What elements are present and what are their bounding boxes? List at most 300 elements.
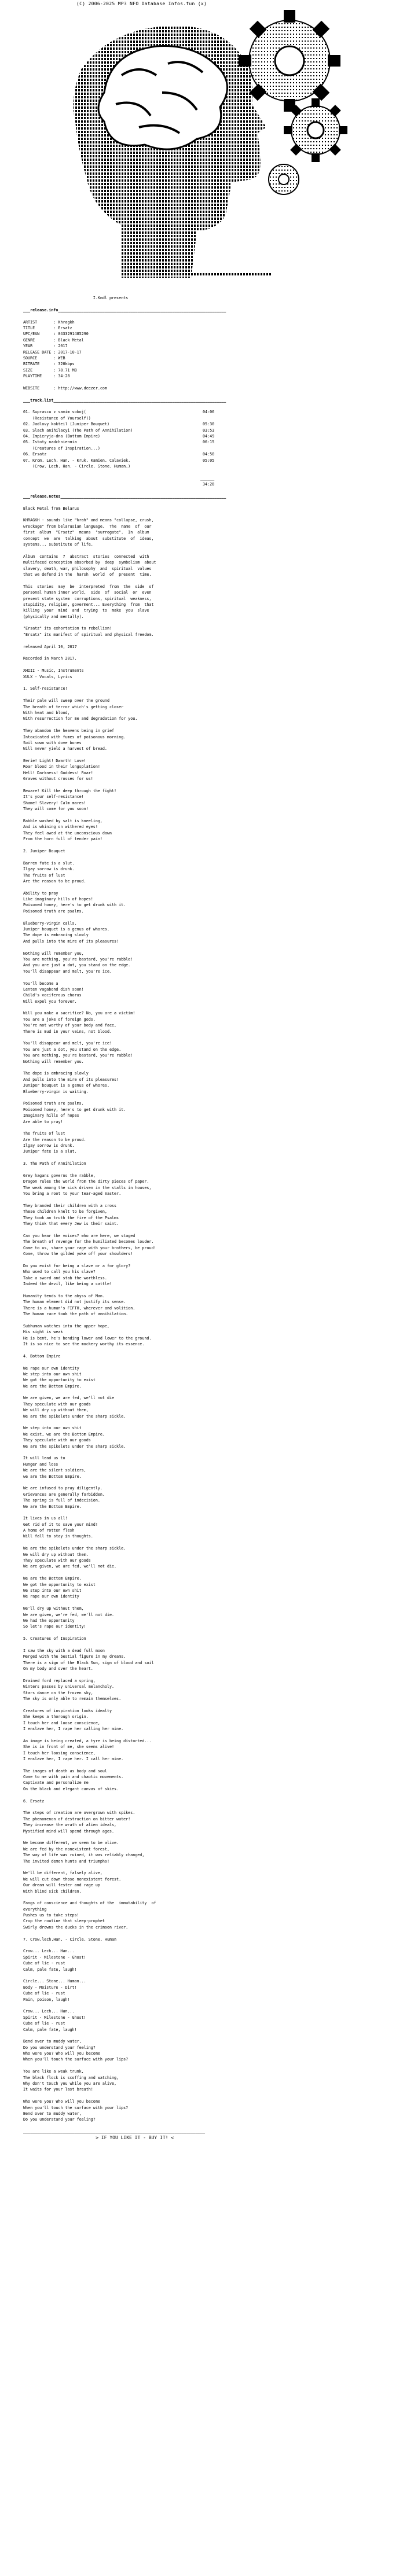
note-line: You are just a dot, you stand on the edge. [23, 1047, 122, 1052]
note-line: You are nothing, you're bastard, you're rabble! [23, 956, 133, 962]
note-line [23, 1762, 394, 1768]
track-list-block [23, 409, 394, 469]
note-line: The sky is only able to remain themselves. [23, 1697, 122, 1702]
note-line: With resurrection for me and degradation for you. [23, 716, 138, 722]
note-line [23, 577, 394, 583]
info-key: BITRATE [23, 362, 54, 367]
note-line: We are the spikelets under the sharp sickle. [23, 1546, 126, 1551]
note-line: Mystified mind will spend through ages. [23, 1828, 115, 1834]
small-gear-icon [284, 98, 347, 162]
note-line: We had the opportunity [23, 1618, 75, 1623]
release-info-row: ARTIST : Khragkh [23, 319, 75, 325]
track-time: 05:30 [203, 422, 215, 427]
track-row [23, 451, 394, 457]
track-title: (Resistance of Yourself)) [23, 415, 203, 421]
note-line [23, 1600, 394, 1606]
note-line: Crop the routine that sleep-prophet [23, 1919, 105, 1924]
track-row [23, 433, 394, 439]
track-time: 05:05 [203, 458, 215, 463]
note-line: Do you understand your feeling? [23, 2045, 96, 2050]
note-line: We are given, we are fed, we'll not die [23, 1396, 115, 1401]
info-key: ARTIST [23, 319, 54, 325]
note-line: 7. Crow.lech.Han. - Circle. Stone. Human [23, 1937, 117, 1942]
note-line: You bring a root to your tear-aged master. [23, 1191, 122, 1197]
note-line [23, 680, 394, 686]
note-line: The dope is embracing slowly [23, 1071, 89, 1076]
note-line: We are given, we're fed, we'll not die. [23, 1612, 115, 1617]
track-title: 05. Istoty nadchnieннia [23, 440, 203, 445]
note-line: Beware! Kill the deep through the fight! [23, 789, 117, 794]
note-line: We rape our own identity [23, 1366, 79, 1371]
track-time: 04:50 [203, 452, 215, 457]
note-line: We step into our own shit [23, 1426, 82, 1431]
info-key: PLAYTIME [23, 374, 54, 379]
note-line: Get rid of it to save your mind! [23, 1522, 98, 1527]
note-line: Subhuman watches into the upper hope, [23, 1323, 109, 1329]
note-line: Hell! Darkness! Goddess! Roar! [23, 770, 93, 775]
note-line: Black Metal from Belarus [23, 506, 79, 511]
note-line: They increase the wrath of alien ideals, [23, 1823, 117, 1828]
info-key: RELEASE DATE [23, 349, 54, 355]
note-line [23, 1167, 394, 1173]
note-line: They will come for you soon! [23, 807, 89, 812]
release-info-block [23, 319, 394, 380]
track-row [23, 463, 394, 469]
note-line: Nothing will remember you. [23, 1059, 84, 1064]
note-line: Swirly drowns the ducks in the crimson river. [23, 1924, 129, 1930]
total-time: 34:28 [203, 482, 215, 487]
note-line: Our dream will fester and rage up [23, 1883, 100, 1888]
note-line: Come, throw the gilded yoke off your shoulders! [23, 1252, 133, 1257]
note-line: With heat and blood, [23, 710, 70, 715]
note-line: Merged with the bestial figure in my dreams. [23, 1654, 126, 1659]
note-line [23, 1347, 394, 1353]
note-line: The steps of creation are overgrown with spikes. [23, 1810, 135, 1816]
note-line: Take a sword and stab the worthless. [23, 1275, 107, 1280]
note-line: A home of rotten flesh [23, 1528, 75, 1533]
note-line: 5. Creatures of Inspiration [23, 1636, 86, 1642]
note-line [23, 1419, 394, 1425]
track-time: 04:06 [203, 410, 215, 415]
tiny-gear-icon [269, 164, 299, 194]
note-line: Are able to pray! [23, 1119, 63, 1124]
note-line: present state system corruptions, spiritual weakness, [23, 596, 152, 601]
note-line: Circle... Stone... Human... [23, 1979, 86, 1984]
note-line: Captivate and personalize me [23, 1780, 89, 1786]
note-line: And is whining on withered eyes! [23, 825, 98, 830]
note-line: Eerie! Light! Dwarth! Love! [23, 759, 86, 764]
release-info-row: PLAYTIME : 34:28 [23, 374, 70, 379]
note-line: An image is being created, a tyre is being distorted... [23, 1738, 152, 1743]
release-info-row: YEAR : 2017 [23, 344, 68, 349]
note-line: Dragon rules the world from the dirty pieces of paper. [23, 1179, 149, 1184]
note-line: first album "Ersatz" means "surrogate". In album [23, 530, 149, 535]
track-title: 06. Ersatz [23, 452, 203, 457]
note-line: Pushes us to take steps! [23, 1913, 79, 1918]
note-line: The fruits of lust [23, 1131, 65, 1136]
note-line: We got the opportunity to exist [23, 1378, 96, 1383]
release-info-row: SOURCE : WEB [23, 355, 65, 360]
note-line: I saw the sky with a dead full moon [23, 1648, 105, 1653]
note-line: Recorded in March 2017. [23, 656, 77, 661]
note-line [23, 914, 394, 920]
note-line: Fangs of conscience and thoughts of the immutability of [23, 1901, 156, 1906]
track-time: 04:49 [203, 433, 215, 439]
info-key: TITLE [23, 325, 54, 330]
release-info-row: UPC/EAN : 0433291485290 [23, 332, 89, 337]
note-line [23, 1930, 394, 1936]
section-release-notes: ___release.notes_______________________________________________________________________ [23, 494, 226, 499]
note-line: Humanity tends to the abyss of Man. [23, 1293, 105, 1298]
note-line: Will never yield a harvest of bread. [23, 746, 107, 752]
track-title: 04. Impieryja-dna (Bottom Empire) [23, 433, 203, 439]
note-line: Spirit - Milestone - Ghost! [23, 1955, 86, 1960]
track-title: 03. Slach anihilacyi (The Path of Annihilation) [23, 428, 203, 433]
total-time-rule: ______ [23, 476, 215, 481]
note-line [23, 1287, 394, 1293]
note-line [23, 620, 394, 625]
track-title: (Creatures of Inspiration...) [23, 446, 203, 451]
note-line: Body - Moisture - Dirt! [23, 1985, 77, 1990]
note-line: (physically and mentally). [23, 614, 84, 619]
note-line: He is bent, he's bending lower and lower to the ground. [23, 1335, 152, 1341]
note-line: We step into our own shit [23, 1371, 82, 1377]
note-line: Like imaginary hills of hopes! [23, 897, 93, 902]
note-line: They speculate with our goods [23, 1401, 91, 1407]
note-line: Child's vociferous chorus [23, 993, 82, 998]
note-line: Shame! Slavery! Calm mares! [23, 800, 86, 805]
release-info-row: BITRATE : 320kbps [23, 362, 75, 367]
note-line: And pulls into the mire of its pleasures! [23, 939, 119, 944]
ascii-head-art [23, 6, 371, 284]
note-line: systems... substitute of life. [23, 542, 93, 547]
note-line: personal human inner world, side of social or even [23, 590, 152, 595]
track-title: 07. Krom. Lech. Han. - Kruk. Kamien. Calaviek. [23, 458, 203, 463]
note-line: Their pale will sweep over the ground [23, 698, 109, 704]
info-value: 2017 [58, 344, 68, 349]
note-line: Can you hear the voices? who are here, we staged [23, 1233, 135, 1238]
note-line: Bend over to muddy water, [23, 2111, 82, 2116]
art-base [127, 273, 272, 277]
note-line: Lenten vagabond dish soon! [23, 987, 84, 992]
note-line: The fruits of lust [23, 873, 65, 878]
note-line: They abandon the heavens being in grief [23, 728, 115, 734]
note-line: The dope is embracing slowly [23, 933, 89, 938]
note-line: I touch her and loose conscience, [23, 1720, 100, 1725]
track-row [23, 458, 394, 463]
note-line: stupidity, religion, goverment... Everything from that [23, 602, 154, 607]
note-line: We will dry up without them, [23, 1408, 89, 1413]
note-line: There is mud in your veins, not blood. [23, 1029, 112, 1034]
note-line: They speculate with our goods [23, 1558, 91, 1563]
note-line [23, 1642, 394, 1648]
info-key: SIZE [23, 367, 54, 373]
note-line [23, 1540, 394, 1545]
note-line: 6. Ersatz [23, 1798, 45, 1804]
note-line [23, 692, 394, 698]
note-line: Do you exist for being a slave or a for glory? [23, 1263, 131, 1268]
note-line [23, 650, 394, 656]
info-key: SOURCE [23, 355, 54, 360]
note-line: that we defend in the harsh world of present time. [23, 572, 152, 577]
note-line [23, 638, 394, 643]
note-line [23, 1792, 394, 1798]
note-line [23, 884, 394, 890]
note-line: I touch her loosing conscience, [23, 1750, 96, 1756]
note-line [23, 1672, 394, 1677]
note-line: Who were you? Who will you become [23, 2099, 100, 2104]
note-line [23, 1834, 394, 1840]
note-line: The way of life was ruined, it was reliably changed, [23, 1853, 145, 1858]
note-line [23, 1004, 394, 1010]
note-line [23, 547, 394, 553]
note-line [23, 1973, 394, 1978]
section-track-list: ___track.list__________________________________________________________________________ [23, 398, 226, 403]
note-line: Ilgay sorrow is drunk. [23, 867, 75, 872]
note-line: Juniper bouquet is a genus of whores. [23, 1083, 109, 1088]
note-line: You're not worthy of your body and face, [23, 1023, 117, 1028]
note-line: Bend over to muddy water, [23, 2039, 82, 2044]
note-line: "Ersatz" its exhortation to rebellion! [23, 626, 112, 631]
note-line: You'll disappear and melt, you're ice! [23, 1041, 112, 1046]
note-line: We'll dry up without them, [23, 1606, 84, 1611]
note-line [23, 2003, 394, 2008]
note-line: multifaced conception absorbed by deep symbolism about [23, 560, 156, 565]
info-value: WEB [58, 355, 65, 360]
note-line: We are infused to pray diligently. [23, 1486, 102, 1491]
note-line [23, 944, 394, 950]
release-info-row: SIZE : 78.71 MB [23, 367, 77, 373]
info-value: 34:28 [58, 374, 70, 379]
note-line: With blind sick children. [23, 1889, 82, 1894]
note-line: Grievances are generally forbidden. [23, 1492, 105, 1497]
note-line: Album contains 7 abstract stories connected with [23, 554, 149, 559]
note-line: Are the reason to be proud. [23, 1137, 86, 1142]
note-line: And you are just a dot, you stand on the edge. [23, 963, 131, 968]
info-key: YEAR [23, 344, 54, 349]
note-line: You are a joke of foreign gods. [23, 1017, 96, 1022]
note-line: We are given, we are fed, we'll not die. [23, 1564, 117, 1569]
note-line: She keeps a thorough origin. [23, 1714, 89, 1720]
note-line: You are nothing, you're bastard, you're rabble! [23, 1053, 133, 1058]
note-line: slavery, death, war, philosophy and spiritual values [23, 566, 152, 571]
note-line: Who were you? Who will you become [23, 2051, 100, 2056]
website-line: WEBSITE : http://www.deezer.com [23, 385, 107, 391]
note-line: Creatures of inspiration looks idealty [23, 1708, 112, 1713]
note-line [23, 842, 394, 848]
nfo-text: I.Kndl presents ___release.info________________________________________________________________________ ARTIST : Khragkh TITLE : Ersatz UPC/EAN : 0433291485290 GENRE : Black Metal YEAR : 2017 RELEASE DATE : 2017-10-17 SOURCE : WEB BITRATE : 320kbps SIZE : 78.71 MB PLAYTIME : 34:28 WEBSITE : http://www.deezer.com ___track.list__________________________________________________________________________ 01. Suprascu z samim soboj( 04:06 (Resistance of Yourself)) 02. Jadlovy kokteil (Juniper Bouquet) 05:30 03. Slach anihilacyi (The Path of Annihilation) 03:53 04. Impieryja-dna (Bottom Empire) 04:49 05. Istoty nadchnieннia 06:15 (Creatures of Inspiration...) 06. Ersatz 04:50 07. Krom. Lech. Han. - Kruk. Kamien. Calaviek. 05:05 (Crow. Lech. Han. - Circle. Stone. Human.) ______ 34:28 ___release.notes_______________________________________________________________________ Black Metal from Belarus KHRAGKH - sounds like "krah" and means "collapse, crush, wreckage" from belarusian language. The name of our first album "Ersatz" means "surrogate". In album concept we are talking about substitute of ideas, systems... substitute of life. Album contains 7 abstract stories connected with multifaced conception absorbed by deep symbolism about slavery, death, war, philosophy and spiritual values that we defend in the harsh world of present time. This stories may be interpreted from the side of personal human inner world, side of social or even present state system corruptions, spiritual weakness, stupidity, religion, goverment... Everything from that killing your mind and trying to make you slave (physically and mentally). "Ersatz" its exhortation to rebellion! "Ersatz" its manifest of spiritual and physical freedom. released April 10, 2017 Recorded in March 2017. XHIII - Music, Instruments XULX - Vocals, Lyrics 1. Self-resistance! Their pale will sweep over the ground The breath of terror which's getting closer With heat and blood, With resurrection for me and degradation for you. They abandon the heavens being in grief Intoxicated with fumes of poisonous morning. Soil sown with dove bones Will never yield a harvest of bread. Eerie! Light! Dwarth! Love! Roar blood in their longsplation! Hell! Darkness! Goddess! Roar! Graves without crosses for us! Beware! Kill the deep through the fight! It's your self-resistance! Shame! Slavery! Calm mares! They will come for you soon! Rabble washed by salt is kneeling, And is whining on withered eyes! They feel awed at the unconscious dawn From the horn full of tender pain! 2. Juniper Bouquet Barren fate is a slut. Ilgay sorrow is drunk. The fruits of lust Are the reason to be proud. Ability to pray Like imaginary hills of hopes! Poisoned honey, here's to get drunk with it. Poisoned truth are psalms. Blueberry-virgin calls. Juniper bouquet is a genus of whores. The dope is embracing slowly And pulls into the mire of its pleasures! Nothing will remember you, You are nothing, you're bastard, you're rabble! And you are just a dot, you stand on the edge. You'll disappear and melt, you're ice. You'll become a Lenten vagabond dish soon! Child's vociferous chorus Will expel you forever. Will you make a sacrifice? No, you are a victim! You are a joke of foreign gods. You're not worthy of your body and face, There is mud in your veins, not blood. You'll disappear and melt, you're ice! You are just a dot, you stand on the edge. You are nothing, you're bastard, you're rabble! Nothing will remember you. The dope is embracing slowly And pulls into the mire of its pleasures! Juniper bouquet is a genus of whores. Blueberry-virgin is waiting. Poisoned truth are psalms. Poisoned honey, here's to get drunk with it. Imaginary hills of hopes Are able to pray! The fruits of lust Are the reason to be proud. Ilgay sorrow is drunk. Juniper fate is a slut. 3. The Path of Annihilation Grey hagans governs the rabble, Dragon rules the world from the dirty pieces of paper. The weak among the sick driven in the stalls in houses, You bring a root to your tear-aged master. They branded their children with a cross These children knelt to be forgiven, They took an truth the fire of the Psalms They think that every Jew is their saint. Can you hear the voices? who are here, we staged The breath of revenge for the humiliated becomes louder. Come to us, share your rage with your brothers, be proud! Come, throw the gilded yoke off your shoulders! Do you exist for being a slave or a for glory? Who used to call you his slave? Take a sword and stab the worthless. Indeed the devil, like being a cattle! Humanity tends to the abyss of Man. The human element did not justify its sense. There is a human's FIFTH, wherever and volition. The human race took the path of annihilation. Subhuman watches into the upper hope, His sight is weak He is bent, he's bending lower and lower to the ground. It is so nice to see the mockery worthy its essence. 4. Bottom Empire We rape our own identity We step into our own shit We got the opportunity to exist We are the Bottom Empire. We are given, we are fed, we'll not die They speculate with our goods We will dry up without them, We are the spikelets under the sharp sickle. We step into our own shit We exist, we are the Bottom Empire. They speculate with our goods We are the spikelets under the sharp sickle. It will lead us to Hunger and loss We are the silent soldiers, we are the Bottom Empire. We are infused to pray diligently. Grievances are generally forbidden. The spring is full of indecision. We are the Bottom Empire. It lives in us all! Get rid of it to save your mind! A home of rotten flesh Will fall to stay in thoughts. We are the spikelets under the sharp sickle. We will dry up without them. They speculate with our goods We are given, we are fed, we'll not die. We are the Bottom Empire. We got the opportunity to exist We step into our own shit We rape our own identity We'll dry up without them, We are given, we're fed, we'll not die. We had the opportunity So let's rape our identity! 5. Creatures of Inspiration I saw the sky with a dead full moon Merged with the bestial figure in my dreams. There is a sign of the Black Sun, sign of blood and soil On my body and over the heart. Drained ford replaced a spring, Winters passes by universal melancholy. Stars dance on the frozen sky, The sky is only able to remain themselves. Creatures of inspiration looks idealty She keeps a thorough origin. I touch her and loose conscience, I enslave her, I rape her calling her mine. An image is being created, a tyre is being distorted... She is in front of me, she seems alive! I touch her loosing conscience, I enslave her, I rape her. I call her mine. The images of death as body and soul Come to me with pain and chaotic movements. Captivate and personalize me On the black and elegant canvas of skies. 6. Ersatz The steps of creation are overgrown with spikes. The phenomenon of destruction on bitter water! They increase the wrath of alien ideals, Mystified mind will spend through ages. We become different, we seem to be alive. We are fed by the nonexistent forest, The way of life was ruined, it was reliably changed, The invited demon hunts and triumphs! We'll be different, falsely alive, We will cut down those nonexistent forest. Our dream will fester and rage up With blind sick children. Fangs of conscience and thoughts of the immutability of everything Pushes us to take steps! Crop the routine that sleep-prophet Swirly drowns the ducks in the crimson river. 7. Crow.lech.Han. - Circle. Stone. Human Crow... Lech... Han... Spirit - Milestone - Ghost! Cube of lie - rust Calm, pale fate, laugh! Circle... Stone... Human... Body - Moisture - Dirt! Cube of lie - rust Pain, poison, laugh! Crow... Lech... Han... Spirit - Milestone - Ghost! Cube of lie - rust Calm, pale fate, laugh! Bend over to muddy water, Do you understand your feeling? Who were you? Who will you become When you'll touch the surface with your lips? You are like a weak trunk, The black flock is scoffing and watching, Why don't touch you while you are alive, It waits for your last breath! Who were you? Who will you become When you'll touch the surface with your lips? Bend over to muddy water, Do you understand your feeling? ______________________________________________________________________________ > IF YOU LIKE IT - BUY IT! < [23, 295, 394, 2141]
note-line [23, 1155, 394, 1161]
note-line: wreckage" from belarusian language. The name of our [23, 524, 152, 529]
note-line [23, 1804, 394, 1810]
note-line: The human race took the path of annihilation. [23, 1312, 129, 1317]
note-line: We are the silent soldiers, [23, 1468, 86, 1473]
note-line: These children knelt to be forgiven, [23, 1209, 107, 1215]
note-line: Cube of lie - rust [23, 1991, 65, 1996]
note-line [23, 1864, 394, 1870]
track-time: 03:53 [203, 428, 215, 433]
note-line [23, 1035, 394, 1040]
note-line: We will cut down those nonexistent forest. [23, 1876, 122, 1882]
note-line: Drained ford replaced a spring, [23, 1678, 96, 1683]
note-line [23, 722, 394, 728]
note-line: Graves without crosses for us! [23, 777, 93, 782]
note-line [23, 662, 394, 668]
note-line: released April 10, 2017 [23, 644, 77, 649]
note-line: His sight is weak [23, 1330, 63, 1335]
note-line: They took an truth the fire of the Psalms [23, 1215, 119, 1220]
track-row [23, 446, 394, 451]
info-value: Ersatz [58, 325, 72, 330]
section-release-info: ___release.info________________________________________________________________________ [23, 307, 226, 312]
note-line: We are the Bottom Empire. [23, 1383, 82, 1389]
note-line: And pulls into the mire of its pleasures! [23, 1077, 119, 1082]
track-row [23, 439, 394, 445]
note-line [23, 1510, 394, 1515]
note-line: Do you understand your feeling? [23, 2117, 96, 2122]
note-line: concept we are talking about substitute of ideas, [23, 536, 154, 541]
note-line: The phenomenon of destruction on bitter water! [23, 1816, 131, 1821]
note-line [23, 1630, 394, 1636]
note-line: 3. The Path of Annihilation [23, 1161, 86, 1166]
note-line: Poisoned honey, here's to get drunk with it. [23, 903, 126, 908]
note-line [23, 1065, 394, 1070]
note-line: XHIII - Music, Instruments [23, 668, 84, 674]
note-line: Pain, poison, laugh! [23, 1997, 70, 2002]
note-line: You'll disappear and melt, you're ice. [23, 969, 112, 974]
note-line: Calm, pale fate, laugh! [23, 1967, 77, 1972]
release-info-row: TITLE : Ersatz [23, 325, 72, 330]
note-line [23, 752, 394, 758]
note-line: Will expel you forever. [23, 999, 77, 1004]
note-line: The black flock is scoffing and watching, [23, 2075, 119, 2080]
note-line: Grey hagans governs the rabble, [23, 1173, 96, 1179]
note-line: Spirit - Milestone - Ghost! [23, 2015, 86, 2020]
note-line: Come to me with pain and chaotic movements. [23, 1775, 124, 1780]
track-row [23, 421, 394, 427]
presents-line: I.Kndl presents [93, 296, 129, 300]
info-value: Khragkh [58, 319, 75, 325]
note-line: we are the Bottom Empire. [23, 1474, 82, 1479]
track-time: 06:15 [203, 440, 215, 445]
note-line: When you'll touch the surface with your lips? [23, 2057, 129, 2062]
note-line [23, 812, 394, 818]
note-line: Poisoned truth are psalms. [23, 908, 84, 914]
note-line: The human element did not justify its sense. [23, 1300, 126, 1305]
note-line [23, 1257, 394, 1263]
note-line [23, 782, 394, 788]
note-line: We got the opportunity to exist [23, 1582, 96, 1587]
note-line [23, 1480, 394, 1485]
note-line: Who used to call you his slave? [23, 1269, 96, 1275]
note-line: It's your self-resistance! [23, 794, 84, 800]
note-line: Juniper fate is a slut. [23, 1149, 77, 1154]
note-line: The weak among the sick driven in the stalls in houses, [23, 1185, 152, 1190]
big-gear-icon [239, 10, 340, 112]
note-line: She is in front of me, she seems alive! [23, 1745, 115, 1750]
note-line: There is a human's FIFTH, wherever and volition. [23, 1305, 135, 1311]
note-line: 1. Self-resistance! [23, 686, 68, 691]
note-line: Are the reason to be proud. [23, 878, 86, 884]
track-row [23, 415, 394, 421]
copyright-notice: (C) 2006-2025 MP3 NFO Database Infos.fun (x) [76, 1, 207, 6]
note-line [23, 2033, 394, 2038]
note-line: I enslave her, I rape her. I call her mine. [23, 1756, 124, 1761]
note-line: Calm, pale fate, laugh! [23, 2027, 77, 2032]
info-value: 78.71 MB [58, 367, 77, 373]
note-line: It will lead us to [23, 1456, 65, 1461]
note-line: Ilgay sorrow is drunk. [23, 1143, 75, 1149]
note-line [23, 1702, 394, 1707]
footer-slogan: > IF YOU LIKE IT - BUY IT! < [96, 2135, 174, 2140]
note-line: On my body and over the heart. [23, 1666, 93, 1672]
note-line [23, 1570, 394, 1576]
note-line: The spring is full of indecision. [23, 1498, 100, 1503]
info-value: 0433291485290 [58, 332, 89, 337]
note-line: This stories may be interpreted from the side of [23, 584, 154, 589]
note-line: We'll be different, falsely alive, [23, 1871, 102, 1876]
note-line: Ability to pray [23, 890, 58, 896]
note-line: Imaginary hills of hopes [23, 1113, 79, 1118]
note-line: We rape our own identity [23, 1594, 79, 1599]
note-line: killing your mind and trying to make you slave [23, 608, 149, 613]
note-line [23, 2063, 394, 2069]
note-line: Crow... Lech... Han... [23, 1949, 75, 1954]
note-line: The breath of revenge for the humiliated becomes louder. [23, 1239, 154, 1245]
note-line [23, 854, 394, 860]
note-line: They branded their children with a cross [23, 1203, 117, 1208]
note-line: Winters passes by universal melancholy. [23, 1684, 115, 1690]
note-line: They speculate with our goods [23, 1438, 91, 1443]
note-line: Cube of lie - rust [23, 1961, 65, 1966]
note-line: Poisoned truth are psalms. [23, 1101, 84, 1106]
note-line: Roar blood in their longsplation! [23, 764, 100, 770]
note-line [23, 1359, 394, 1365]
note-line: We become different, we seem to be alive. [23, 1841, 119, 1846]
note-line: "Ersatz" its manifest of spiritual and physical freedom. [23, 632, 154, 637]
note-line: We are the Bottom Empire. [23, 1504, 82, 1509]
note-line: Intoxicated with fumes of poisonous morning. [23, 734, 126, 739]
note-line: The invited demon hunts and triumphs! [23, 1859, 109, 1864]
note-line [23, 1732, 394, 1738]
note-line: Juniper bouquet is a genus of whores. [23, 927, 109, 932]
info-value: 2017-10-17 [58, 349, 82, 355]
note-line: Barren fate is a slut. [23, 860, 75, 866]
note-line: Cube of lie - rust [23, 2021, 65, 2026]
note-line [23, 1317, 394, 1323]
note-line: Soil sown with dove bones [23, 740, 82, 745]
note-line: Hunger and loss [23, 1462, 58, 1467]
note-line: We are the spikelets under the sharp sickle. [23, 1444, 126, 1449]
note-line: There is a sign of the Black Sun, sign of blood and soil [23, 1660, 154, 1665]
track-row [23, 409, 394, 415]
note-line: Come to us, share your rage with your brothers, be proud! [23, 1245, 156, 1250]
note-line: On the black and elegant canvas of skies. [23, 1786, 119, 1791]
note-line: It lives in us all! [23, 1516, 68, 1521]
note-line: We step into our own shit [23, 1588, 82, 1593]
note-line: XULX - Vocals, Lyrics [23, 674, 72, 679]
note-line: Blueberry-virgin is waiting. [23, 1089, 89, 1094]
note-line: 2. Juniper Bouquet [23, 848, 65, 853]
note-line: We are the Bottom Empire. [23, 1576, 82, 1581]
note-line: The breath of terror which's getting closer [23, 704, 124, 709]
note-line: We are fed by the nonexistent forest, [23, 1846, 109, 1852]
note-line [23, 2093, 394, 2099]
note-line: When you'll touch the surface with your lips? [23, 2105, 129, 2110]
info-value: Black Metal [58, 337, 84, 343]
track-title: 02. Jadlovy kokteil (Juniper Bouquet) [23, 422, 203, 427]
note-line: Indeed the devil, like being a cattle! [23, 1282, 112, 1287]
